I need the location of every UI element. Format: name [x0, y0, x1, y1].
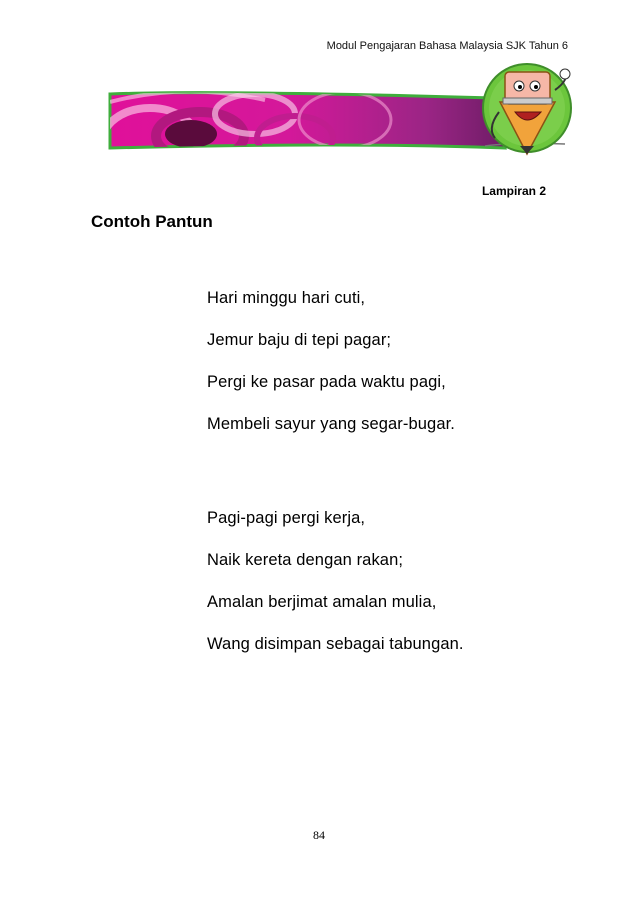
pantun-stanza — [207, 288, 455, 456]
pantun-line: Membeli sayur yang segar-bugar. — [207, 415, 455, 433]
pantun-line: Amalan berjimat amalan mulia, — [207, 593, 437, 611]
page-number: 84 — [313, 828, 325, 842]
decorative-banner — [95, 62, 585, 162]
running-header: Modul Pengajaran Bahasa Malaysia SJK Tahun 6 — [326, 40, 568, 52]
pantun-line: Jemur baju di tepi pagar; — [207, 331, 392, 349]
pantun-stanza — [207, 508, 464, 676]
pantun-line: Pergi ke pasar pada waktu pagi, — [207, 373, 446, 391]
page-title: Contoh Pantun — [91, 212, 213, 231]
pantun-line: Pagi-pagi pergi kerja, — [207, 509, 366, 527]
pantun-line: Hari minggu hari cuti, — [207, 289, 366, 307]
pantun-line: Wang disimpan sebagai tabungan. — [207, 635, 464, 653]
pencil-mascot-icon — [483, 64, 571, 154]
appendix-label: Lampiran 2 — [481, 184, 546, 198]
pantun-line: Naik kereta dengan rakan; — [207, 551, 404, 569]
